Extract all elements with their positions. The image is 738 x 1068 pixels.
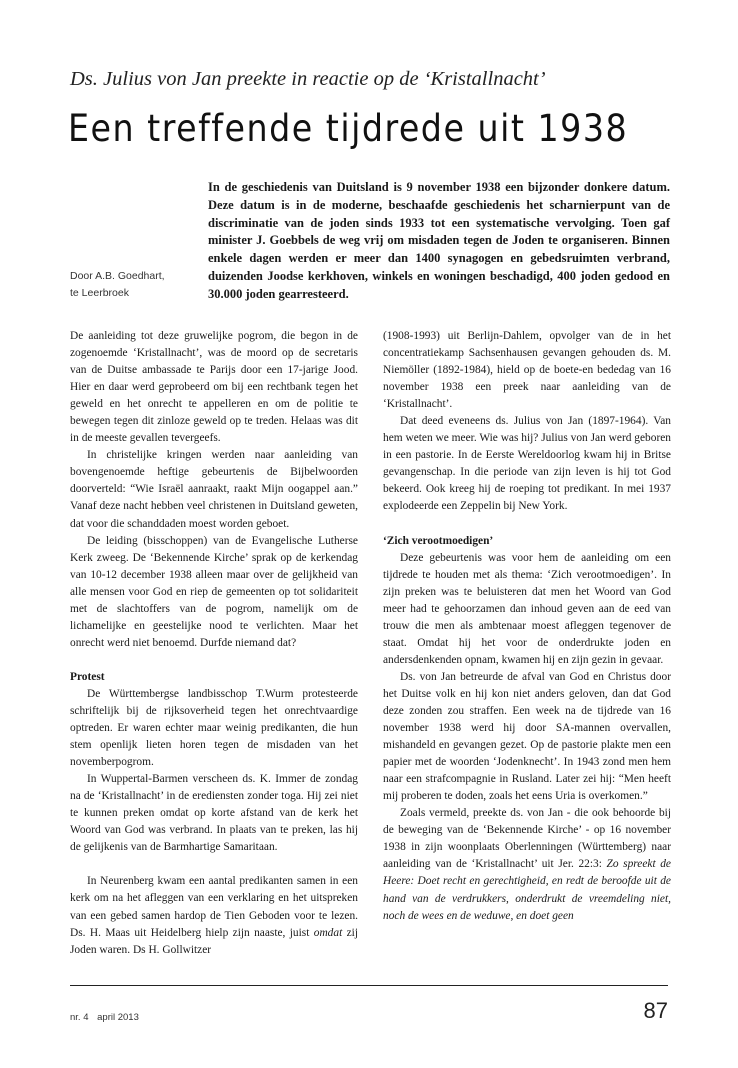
footer-issue-info [70,1012,145,1023]
paragraph: De leiding (bisschoppen) van de Evangelische Lutherse Kerk zweeg. De ‘Bekennende Kirche’ sprak op de kerkendag van 10-12 december 1938 alleen maar over de gelijkheid van alle mensen voor God en riep de gemeenten op tot solidariteit met de slachtoffers van de pogrom, namelijk om de lichamelijke en geestelijke nood te verlichten. Maar het onrecht werd niet benoemd. Durfde niemand dat? [70,534,358,649]
footer-divider [70,985,668,986]
issue-date: april 2013 [97,1012,139,1023]
paragraph [70,873,358,958]
byline-author: Door A.B. Goedhart, [70,270,165,282]
paragraph: Deze gebeurtenis was voor hem de aanleiding om een tijdrede te houden met als thema: ‘Zich verootmoedigen’. In zijn preken was te beluisteren dat men het Woord van God meer had te gehoorzamen dan inhoud geven aan de eed van trouw die men als ambtenaar moest afleggen tegenover de staat. Omdat hij het voor de onderdrukte joden en andersdenkenden opnam, kwamen hij en zijn gezin in gevaar. [383,551,671,666]
right-column [383,328,671,925]
paragraph-text: zij Joden waren. Ds H. Gollwitzer [70,926,359,956]
article-kicker: Ds. Julius von Jan preekte in reactie op de ‘Kristallnacht’ [70,68,546,90]
left-column [70,328,358,959]
paragraph-text: Zoals vermeld, preekte ds. von Jan - die ook behoorde bij de beweging van de ‘Bekennende Kirche’ - op 16 november 1938 in zijn woonplaats Oberlenningen (Württemberg) naar aanleiding van de ‘Kristallnacht’ uit Jer. 22:3: [383,807,671,871]
emphasis-text: omdat [313,926,343,939]
paragraph-text: In Neurenberg kwam een aantal predikanten samen in een kerk om na het afleggen van een verklaring en het uitspreken van een gebed samen hardop de Tien Geboden voor te lezen. Ds. H. Maas uit Heidelberg hielp zijn naaste, juist [70,875,358,939]
bible-quote: Zo spreekt de Heere: Doet recht en gerechtigheid, en redt de beroofde uit de hand van de verdrukkers, onderdrukt de vreemdeling niet, noch de wees en de weduwe, en doet geen [383,858,671,922]
paragraph: De aanleiding tot deze gruwelijke pogrom, die begon in de zogenoemde ‘Kristallnacht’, was de moord op de secretaris van de Duitse ambassade te Parijs door een 17-jarige Jood. Hier en daar werd geprobeerd om bij een rechtbank tegen het geweld en het onrecht te appelleren en om de politie te bewegen tegen dit zinloze geweld op te treden. Helaas was dit in de meeste gevallen tevergeefs. [70,330,358,445]
byline [70,268,200,302]
section-heading-zich-verootmoedigen: ‘Zich verootmoedigen’ [383,534,494,547]
paragraph: Ds. von Jan betreurde de afval van God en Christus door het Duitse volk en hij kon niet anders geloven, dan dat God deze zonden zou straffen. Een week na de tijdrede van 16 november 1938 werd hij door SA-mannen overvallen, mishandeld en gevangen gezet. Op de pastorie plakte men een papier met de woorden ‘Jodenknecht’. In 1943 zond men hem naar een strafcompagnie in Rusland. Later zei hij: “Men heeft mij proberen te doden, zoals het eens Uria is overkomen.” [383,670,671,803]
paragraph: In Wuppertal-Barmen verscheen ds. K. Immer de zondag na de ‘Kristallnacht’ in de erediensten zonder toga. Hij zei niet te kunnen preken omdat op korte afstand van de kerk het Woord van God was verbrand. In plaats van te preken, las hij de gelijkenis van de Barmhartige Samaritaan. [70,773,358,854]
paragraph: In christelijke kringen werden naar aanleiding van bovengenoemde heftige gebeurtenis de Bijbelwoorden doorverteld: “Wie Israël aanraakt, raakt Mijn oogappel aan.” Vanaf deze nacht hebben veel christenen in Duitsland geweten, dat voor die schanddaden moest worden geboet. [70,449,358,530]
article-lead: In de geschiedenis van Duitsland is 9 november 1938 een bijzonder donkere datum. Deze datum is in de moderne, beschaafde geschiedenis het scharnierpunt van de discriminatie van de joden sinds 1933 tot een systematische vervolging. Toen gaf minister J. Goebbels de weg vrij om misdaden tegen de Joden te organiseren. Binnen enkele dagen werden er meer dan 1400 synagogen en gebedsruimten verbrand, duizenden Joodse kerkhoven, winkels en woningen beschadigd, 400 joden gedood en 30.000 joden gearresteerd. [208,180,670,301]
page-number: 87 [643,998,668,1023]
paragraph: Dat deed eveneens ds. Julius von Jan (1897-1964). Van hem weten we meer. Wie was hij? Julius von Jan werd geboren in een pastorie. In de Eerste Wereldoorlog kwam hij in Britse gevangenschap. In die periode van zijn leven is hij tot God bekeerd. Ook kreeg hij de roeping tot predikant. In mei 1937 explodeerde een Zeppelin bij New York. [383,415,671,513]
issue-number: nr. 4 [70,1012,89,1023]
article-title: Een treffende tijdrede uit 1938 [68,107,629,150]
paragraph: (1908-1993) uit Berlijn-Dahlem, opvolger van de in het concentratiekamp Sachsenhausen gevangen gehouden ds. M. Niemöller (1892-1984), hield op de boete-en bededag van 16 november 1938 een preek naar aanleiding van de ‘Kristallnacht’. [383,330,671,411]
section-heading-protest: Protest [70,670,105,683]
paragraph: De Württembergse landbisschop T.Wurm protesteerde schriftelijk bij de rijksoverheid tegen het onrechtvaardige optreden. Er waren echter maar weinig predikanten, die hun stem openlijk lieten horen tegen de misdaden van het novemberpogrom. [70,687,358,769]
paragraph [383,805,671,924]
byline-location: te Leerbroek [70,287,129,299]
